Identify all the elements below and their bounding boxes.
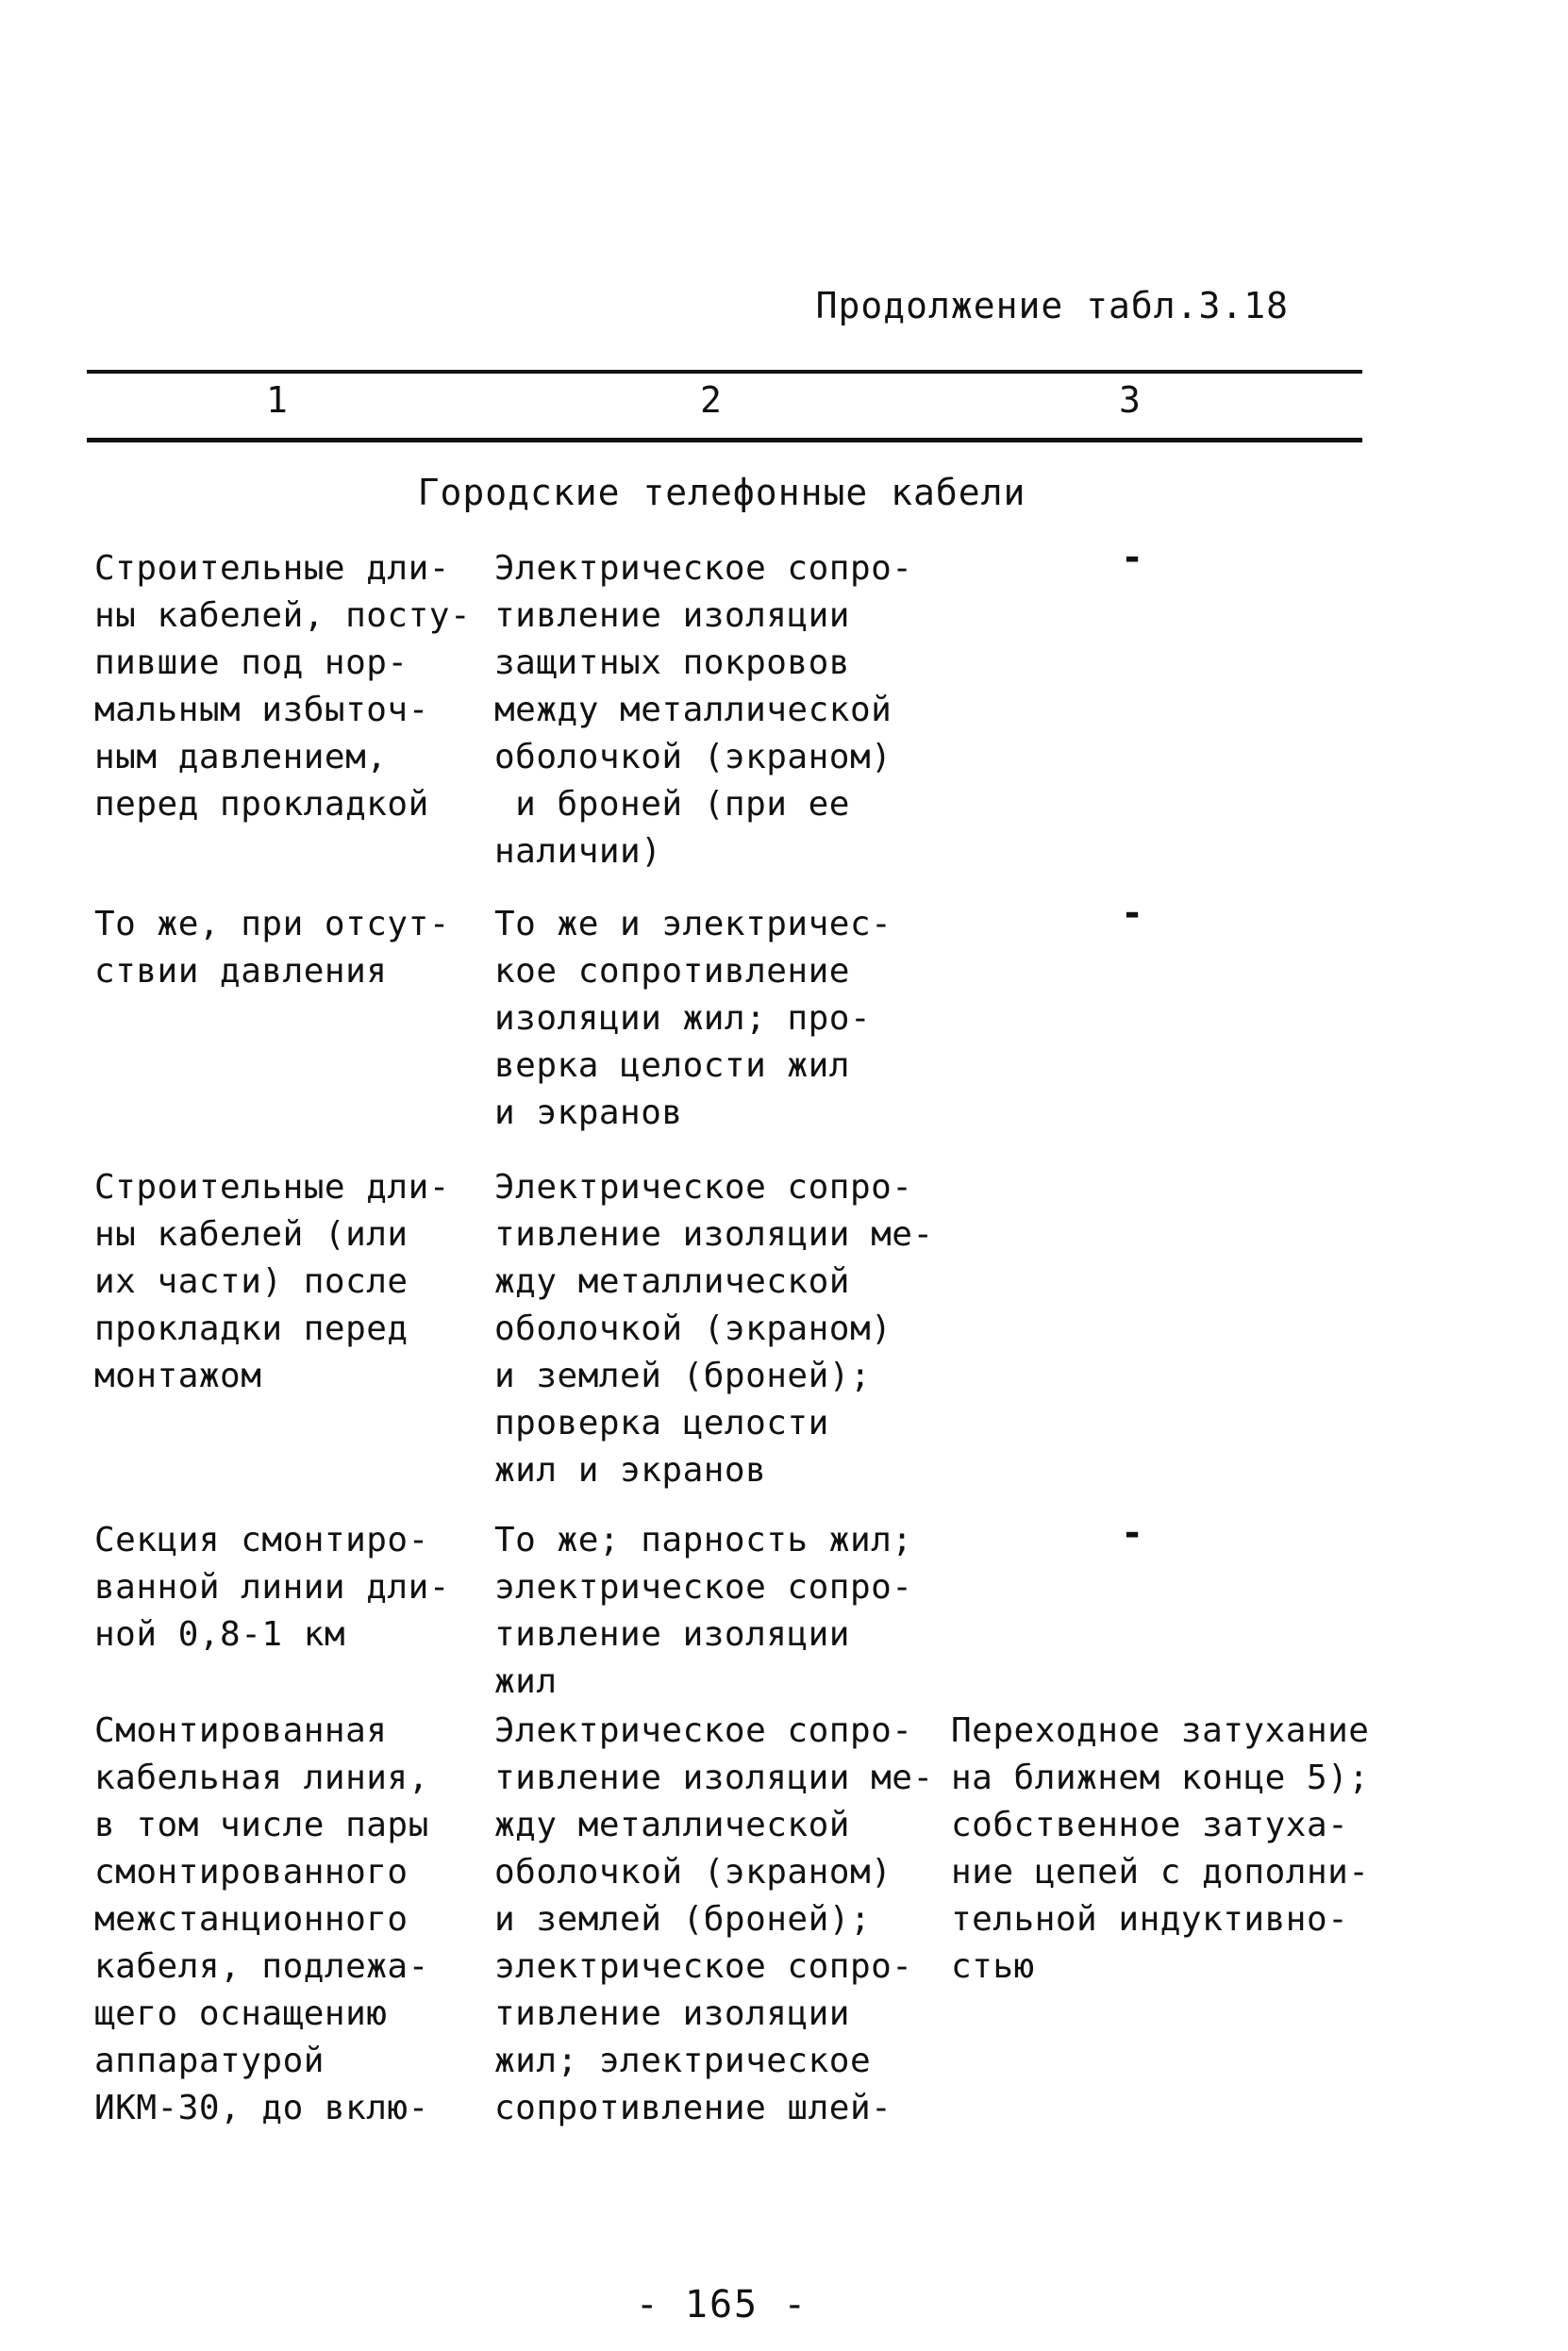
row-measurement-cell: Электрическое сопро- тивление изоляции ме- жду металлической оболочкой (экраном) и землей (броней); электрическое сопро- тивление изоляции жил; электрическое сопротивление шлей-	[494, 1711, 934, 2127]
table-header-rule	[87, 438, 1362, 442]
row-extra-cell: -	[1121, 1511, 1144, 1555]
section-title: Городские телефонные кабели	[417, 472, 1026, 513]
column-number-3: 3	[1119, 379, 1141, 421]
page-number: - 165 -	[635, 2283, 809, 2326]
row-object-cell: Строительные дли- ны кабелей, посту- пившие под нор- мальным избыточ- ным давлением, перед прокладкой	[94, 549, 472, 824]
row-extra-cell: Переходное затухание на ближнем конце 5); собственное затуха- ние цепей с дополни- тельной индуктивно- стью	[951, 1711, 1370, 1986]
row-object-cell: Строительные дли- ны кабелей (или их части) после прокладки перед монтажом	[94, 1168, 450, 1395]
row-extra-cell: -	[1121, 892, 1144, 935]
column-number-2: 2	[700, 379, 722, 421]
row-measurement-cell: То же и электричес- кое сопротивление изоляции жил; про- верка целости жил и экранов	[494, 905, 892, 1132]
row-object-cell: Секция смонтиро- ванной линии дли- ной 0,8-1 км	[94, 1521, 450, 1654]
table-caption: Продолжение табл.3.18	[815, 285, 1289, 326]
row-object-cell: То же, при отсут- ствии давления	[94, 905, 450, 991]
table-top-rule	[87, 370, 1362, 374]
column-number-1: 1	[266, 379, 288, 421]
row-measurement-cell: Электрическое сопро- тивление изоляции ме- жду металлической оболочкой (экраном) и землей (броней); проверка целости жил и экранов	[494, 1168, 934, 1490]
row-extra-cell: -	[1121, 536, 1144, 579]
row-measurement-cell: То же; парность жил; электрическое сопро- тивление изоляции жил	[494, 1521, 913, 1701]
row-measurement-cell: Электрическое сопро- тивление изоляции защитных покровов между металлической оболочкой (экраном) и броней (при ее наличии)	[494, 549, 913, 871]
row-object-cell: Смонтированная кабельная линия, в том числе пары смонтированного межстанционного кабеля, подлежа- щего оснащению аппаратурой ИКМ-30, до вклю-	[94, 1711, 429, 2127]
